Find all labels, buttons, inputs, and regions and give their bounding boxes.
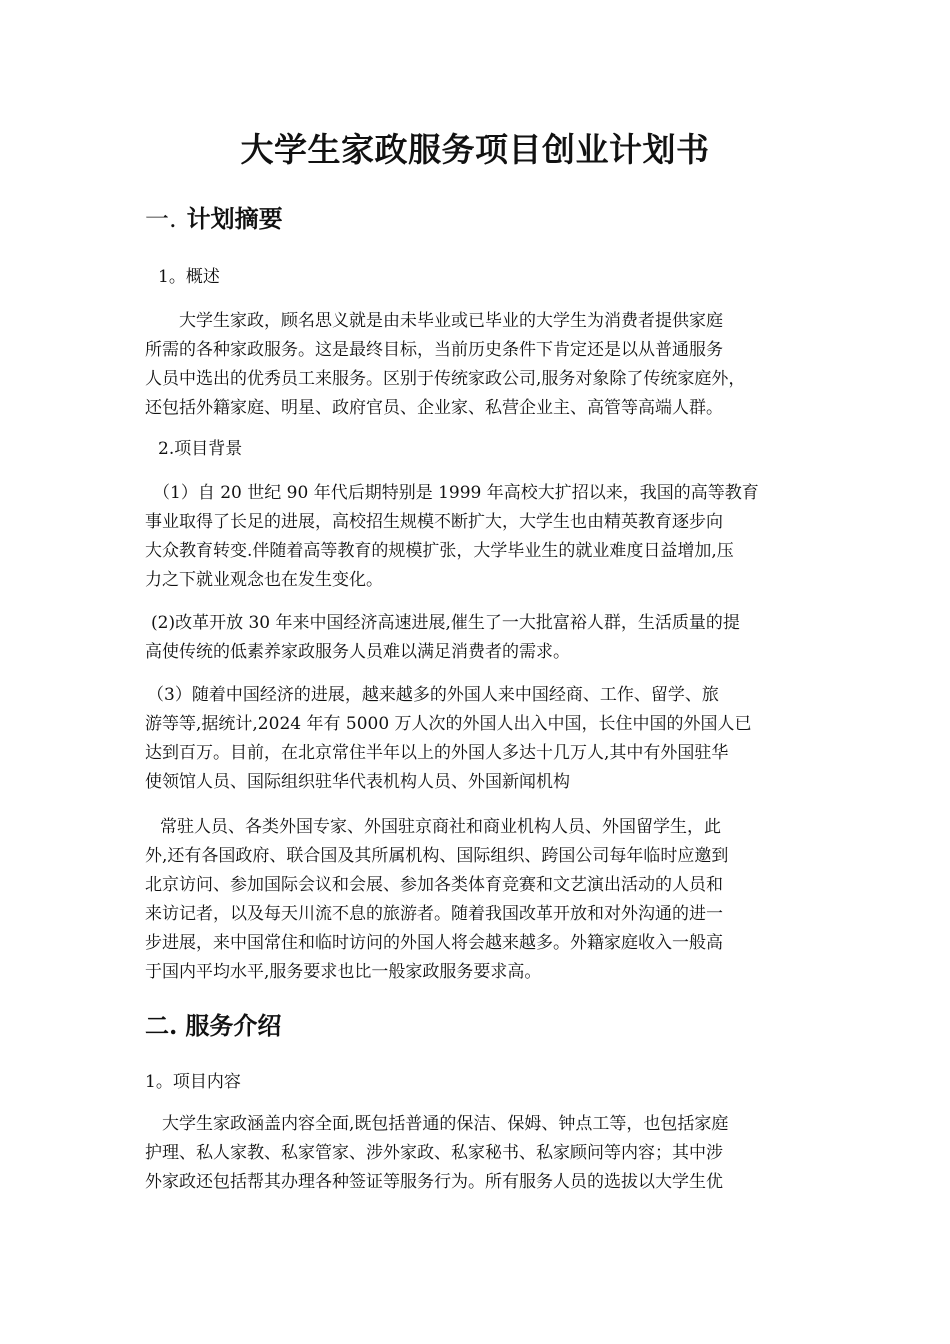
document-title: 大学生家政服务项目创业计划书 [240,130,710,169]
paragraph-background-4 [145,813,810,987]
paragraph-line: 使领馆人员、国际组织驻华代表机构人员、外国新闻机构 [145,772,570,792]
paragraph-background-1 [145,479,810,595]
paragraph-line: 于国内平均水平,服务要求也比一般家政服务要求高。 [145,962,542,982]
paragraph-line: （1）自 20 世纪 90 年代后期特别是 1999 年高校大扩招以来，我国的高等教育 [153,483,759,503]
paragraph-line: 大学生家政涵盖内容全面,既包括普通的保洁、保姆、钟点工等，也包括家庭 [162,1114,729,1134]
paragraph-line: 步进展，来中国常住和临时访问的外国人将会越来越多。外籍家庭收入一般高 [145,933,723,953]
paragraph-line: 大学生家政，顾名思义就是由未毕业或已毕业的大学生为消费者提供家庭 [179,311,723,331]
section-heading-2 [145,1009,281,1043]
section-number-2: 二. [145,1011,178,1040]
paragraph-background-3 [145,681,810,797]
paragraph-line: 达到百万。目前，在北京常住半年以上的外国人多达十几万人,其中有外国驻华 [145,743,729,763]
paragraph-line: (2)改革开放 30 年来中国经济高速进展,催生了一大批富裕人群，生活质量的提 [151,613,740,633]
paragraph-line: 大众教育转变.伴随着高等教育的规模扩张，大学毕业生的就业难度日益增加,压 [145,541,734,561]
paragraph-line: 外家政还包括帮其办理各种签证等服务行为。所有服务人员的选拔以大学生优 [145,1172,723,1192]
paragraph-line: 所需的各种家政服务。这是最终目标，当前历史条件下肯定还是以从普通服务 [145,340,723,360]
section-heading-1 [145,202,283,236]
paragraph-line: 高使传统的低素养家政服务人员难以满足消费者的需求。 [145,642,570,662]
section-title-2: 服务介绍 [185,1011,282,1040]
paragraph-line: 北京访问、参加国际会议和会展、参加各类体育竞赛和文艺演出活动的人员和 [145,875,723,895]
paragraph-line: 常驻人员、各类外国专家、外国驻京商社和商业机构人员、外国留学生，此 [160,817,721,837]
paragraph-line: 人员中选出的优秀员工来服务。区别于传统家政公司,服务对象除了传统家庭外， [145,369,746,389]
paragraph-line: 还包括外籍家庭、明星、政府官员、企业家、私营企业主、高管等高端人群。 [145,398,723,418]
paragraph-line: 来访记者，以及每天川流不息的旅游者。随着我国改革开放和对外沟通的进一 [145,904,723,924]
subheading-project-content: 1。项目内容 [145,1072,241,1092]
paragraph-line: 事业取得了长足的进展，高校招生规模不断扩大，大学生也由精英教育逐步向 [145,512,723,532]
paragraph-line: 游等等,据统计,2024 年有 5000 万人次的外国人出入中国，长住中国的外国人已 [145,714,752,734]
paragraph-project-content [145,1110,810,1197]
subheading-background: 2.项目背景 [158,439,243,459]
subheading-overview: 1。概述 [158,267,220,287]
paragraph-line: 外,还有各国政府、联合国及其所属机构、国际组织、跨国公司每年临时应邀到 [145,846,729,866]
paragraph-line: 力之下就业观念也在发生变化。 [145,570,383,590]
paragraph-line: 护理、私人家教、私家管家、涉外家政、私家秘书、私家顾问等内容；其中涉 [145,1143,723,1163]
paragraph-background-2 [145,609,810,667]
section-title-1: 计划摘要 [186,204,283,233]
paragraph-overview [145,307,810,423]
paragraph-line: （3）随着中国经济的进展，越来越多的外国人来中国经商、工作、留学、旅 [147,685,719,705]
section-number-1: 一. [145,205,177,233]
